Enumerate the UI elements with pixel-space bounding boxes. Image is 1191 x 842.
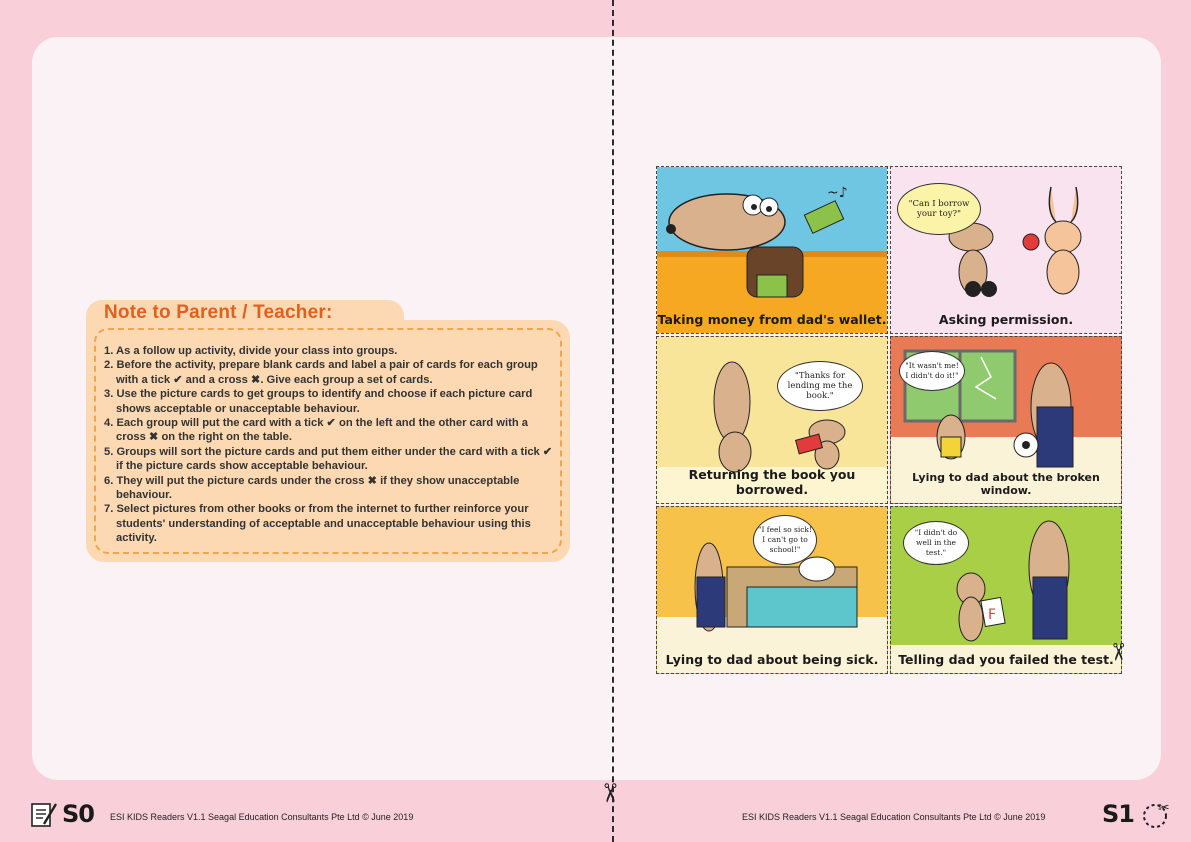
speech-bubble: "I feel so sick! I can't go to school!": [753, 515, 817, 565]
worksheet-icon: [28, 798, 58, 828]
card-caption: Asking permission.: [938, 312, 1074, 327]
card-asking-permission[interactable]: [890, 166, 1122, 334]
scissors-icon: ✂: [1104, 641, 1133, 663]
note-item: 4. Each group will put the card with a tick ✔ on the left and the other card with a cross ✖ on the right on the table.: [104, 417, 528, 444]
speech-bubble: "Thanks for lending me the book.": [777, 361, 863, 411]
speech-bubble: "Can I borrow your toy?": [897, 183, 981, 235]
card-failed-test[interactable]: [890, 506, 1122, 674]
card-caption: Taking money from dad's wallet.: [657, 312, 887, 327]
card-being-sick[interactable]: [656, 506, 888, 674]
note-item: 7. Select pictures from other books or from the internet to further reinforce your students' understanding of acceptable and unacceptable behaviour using this activity.: [104, 503, 531, 545]
page-number-right: S1: [1102, 800, 1134, 828]
card-taking-money[interactable]: [656, 166, 888, 334]
note-title: Note to Parent / Teacher:: [104, 302, 333, 323]
card-returning-book[interactable]: [656, 336, 888, 504]
scissors-icon: ✂: [593, 782, 624, 804]
speech-bubble: "It wasn't me! I didn't do it!": [899, 351, 965, 391]
cut-circle-icon: [1140, 798, 1174, 830]
note-item: 6. They will put the picture cards under the cross ✖ if they show unacceptable behaviour.: [104, 474, 520, 502]
note-item: 5. Groups will sort the picture cards and put them either under the card with a tick ✔ if the picture cards show acceptable behaviour.: [104, 445, 553, 473]
card-broken-window[interactable]: [890, 336, 1122, 504]
note-item: 2. Before the activity, prepare blank cards and label a pair of cards for each group with a tick ✔ and a cross ✖. Give each group a set of cards.: [104, 359, 538, 386]
speech-bubble: "I didn't do well in the test.": [903, 521, 969, 565]
fold-line: [612, 0, 614, 842]
svg-text:~♪: ~♪: [827, 185, 848, 201]
picture-cards: [656, 166, 1123, 679]
page-number-left: S0: [62, 800, 94, 828]
card-caption: Returning the book you borrowed.: [688, 467, 856, 497]
note-item: 1. As a follow up activity, divide your class into groups.: [104, 345, 398, 357]
card-caption: Lying to dad about the broken window.: [912, 471, 1100, 497]
note-list: [104, 344, 554, 546]
footer-credit-right: ESI KIDS Readers V1.1 Seagal Education Consultants Pte Ltd © June 2019: [742, 812, 1046, 822]
footer-credit-left: ESI KIDS Readers V1.1 Seagal Education Consultants Pte Ltd © June 2019: [110, 812, 414, 822]
grade-letter: F: [988, 607, 997, 623]
card-caption: Telling dad you failed the test.: [898, 652, 1114, 667]
card-illustration: [657, 167, 888, 334]
card-caption: Lying to dad about being sick.: [665, 652, 879, 667]
note-item: 3. Use the picture cards to get groups to identify and choose if each picture card shows acceptable or unacceptable behaviour.: [104, 388, 533, 415]
svg-text:✂: ✂: [1158, 800, 1170, 816]
